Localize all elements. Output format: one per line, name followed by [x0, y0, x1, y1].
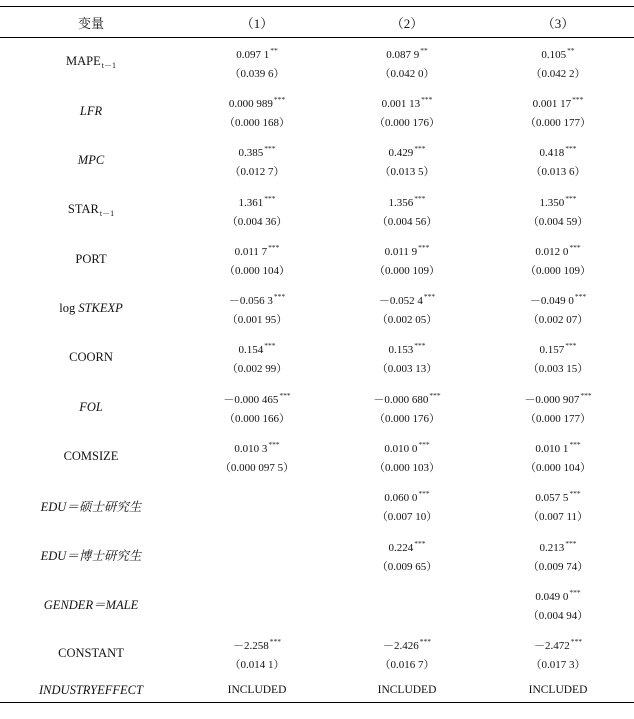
header-col-1: （1）: [182, 7, 332, 38]
cell-col-3: INCLUDED: [482, 678, 634, 702]
coefficient: 0.224***: [388, 538, 426, 554]
standard-error: （0.000 109）: [374, 264, 440, 277]
cell-col-3: [482, 580, 634, 629]
coefficient: [332, 592, 482, 616]
coefficient: 0.418***: [539, 144, 577, 160]
cell-col-3: [482, 481, 634, 530]
cell-col-2: [332, 530, 482, 579]
coefficient: －0.056 3***: [228, 292, 286, 308]
standard-error: （0.039 6）: [229, 67, 285, 80]
significance-stars: ***: [279, 390, 291, 400]
coefficient: 0.105**: [541, 45, 575, 61]
cell-col-2: [332, 235, 482, 284]
variable-subscript: t－1: [99, 208, 115, 218]
cell-col-2: [332, 580, 482, 629]
coefficient: 0.057 5***: [535, 489, 581, 505]
variable-name: STKEXP: [78, 301, 123, 316]
coefficient: 0.012 0***: [535, 242, 581, 258]
significance-stars: ***: [421, 94, 433, 104]
standard-error: （0.002 05）: [376, 314, 438, 327]
table-row: [0, 284, 634, 333]
table-row: [0, 38, 634, 87]
significance-stars: ***: [264, 144, 276, 154]
coefficient: 0.011 9***: [384, 242, 430, 258]
coefficient: －0.049 0***: [529, 292, 587, 308]
coefficient: 0.001 17***: [532, 94, 584, 110]
standard-error: （0.012 7）: [229, 166, 285, 179]
standard-error: （0.000 168）: [224, 116, 290, 129]
standard-error: （0.042 0）: [379, 67, 435, 80]
table-row: [0, 383, 634, 432]
cell-col-1: [182, 284, 332, 333]
cell-col-3: [482, 432, 634, 481]
cell-col-2: [332, 136, 482, 185]
significance-stars: ***: [418, 242, 430, 252]
cell-col-1: [182, 383, 332, 432]
standard-error: （0.002 07）: [527, 314, 589, 327]
coefficient: －2.472***: [534, 637, 582, 653]
coefficient: 0.429***: [388, 144, 426, 160]
coefficient: 0.049 0***: [535, 587, 581, 603]
variable-label: [0, 185, 182, 234]
cell-col-3: [482, 530, 634, 579]
significance-stars: **: [567, 45, 575, 55]
cell-col-1: [182, 235, 332, 284]
standard-error: （0.000 097 5）: [219, 462, 295, 475]
cell-col-2: [332, 87, 482, 136]
coefficient: 0.010 3***: [234, 440, 280, 456]
significance-stars: ***: [264, 341, 276, 351]
standard-error: （0.003 15）: [527, 363, 589, 376]
table-row: [0, 580, 634, 629]
coefficient: 0.001 13***: [381, 94, 433, 110]
significance-stars: ***: [268, 242, 280, 252]
variable-label: EDU＝硕士研究生: [40, 499, 142, 514]
significance-stars: ***: [570, 637, 582, 647]
coefficient: 1.361***: [238, 193, 276, 209]
cell-col-1: [182, 136, 332, 185]
cell-col-2: [332, 629, 482, 678]
standard-error: （0.009 65）: [376, 560, 438, 573]
significance-stars: ***: [269, 637, 281, 647]
variable-prefix: log: [59, 301, 76, 316]
standard-error: （0.007 11）: [527, 511, 589, 524]
variable-label: MPC: [77, 153, 105, 168]
standard-error: （0.007 10）: [376, 511, 438, 524]
cell-col-2: INCLUDED: [332, 678, 482, 702]
cell-col-3: [482, 185, 634, 234]
coefficient: －0.000 907***: [524, 390, 592, 406]
variable-label: INDUSTRYEFFECT: [0, 678, 182, 702]
significance-stars: ***: [569, 489, 581, 499]
cell-col-2: [332, 185, 482, 234]
cell-col-1: [182, 38, 332, 87]
table-row: [0, 136, 634, 185]
variable-label: EDU＝博士研究生: [40, 549, 142, 564]
significance-stars: ***: [268, 440, 280, 450]
coefficient: [182, 494, 332, 518]
significance-stars: ***: [423, 292, 436, 302]
significance-stars: ***: [414, 538, 426, 548]
standard-error: （0.013 6）: [530, 166, 586, 179]
coefficient: 0.060 0***: [384, 489, 430, 505]
table-row: [0, 530, 634, 579]
significance-stars: ***: [419, 637, 431, 647]
coefficient: 0.213***: [539, 538, 577, 554]
variable-label: COMSIZE: [63, 449, 119, 464]
standard-error: （0.009 74）: [527, 560, 589, 573]
header-col-2: （2）: [332, 7, 482, 38]
coefficient: －2.258***: [233, 637, 281, 653]
cell-col-3: [482, 333, 634, 382]
cell-col-1: [182, 333, 332, 382]
coefficient: 0.087 9**: [386, 45, 428, 61]
coefficient: [182, 592, 332, 616]
significance-stars: ***: [572, 94, 584, 104]
coefficient: 0.154***: [238, 341, 276, 357]
header-col-3: （3）: [482, 7, 634, 38]
cell-col-3: [482, 284, 634, 333]
standard-error: （0.000 177）: [525, 116, 591, 129]
standard-error: （0.014 1）: [229, 659, 285, 672]
coefficient: 1.350***: [539, 193, 577, 209]
standard-error: （0.004 36）: [226, 215, 288, 228]
standard-error: （0.000 109）: [525, 264, 591, 277]
variable-label: FOL: [79, 399, 103, 414]
variable-name: STAR: [67, 201, 99, 216]
cell-col-2: [332, 38, 482, 87]
variable-label: COORN: [69, 350, 113, 365]
variable-label: LFR: [79, 103, 103, 118]
cell-col-1: INCLUDED: [182, 678, 332, 702]
significance-stars: ***: [273, 292, 286, 302]
standard-error: （0.002 99）: [226, 363, 288, 376]
coefficient: 0.097 1**: [236, 45, 278, 61]
coefficient: 1.356***: [388, 193, 426, 209]
coefficient: 0.153***: [388, 341, 426, 357]
coefficient: －0.000 680***: [373, 390, 441, 406]
standard-error: （0.042 2）: [530, 67, 586, 80]
variable-name: MAPE: [66, 53, 101, 68]
regression-table: [0, 6, 634, 703]
significance-stars: ***: [418, 440, 430, 450]
cell-col-3: [482, 136, 634, 185]
significance-stars: ***: [565, 193, 577, 203]
cell-col-1: [182, 481, 332, 530]
cell-col-2: [332, 432, 482, 481]
coefficient: －0.052 4***: [378, 292, 436, 308]
significance-stars: ***: [569, 242, 581, 252]
variable-label: GENDER＝MALE: [43, 598, 139, 613]
coefficient: 0.010 0***: [384, 440, 430, 456]
table-row: [0, 678, 634, 702]
significance-stars: ***: [414, 341, 426, 351]
standard-error: （0.013 5）: [379, 166, 435, 179]
cell-col-2: [332, 333, 482, 382]
significance-stars: ***: [273, 94, 286, 104]
header-row: [0, 7, 634, 38]
coefficient: －2.426***: [383, 637, 431, 653]
variable-label: [0, 284, 182, 333]
cell-col-3: [482, 87, 634, 136]
cell-col-2: [332, 284, 482, 333]
standard-error: （0.000 176）: [374, 412, 440, 425]
significance-stars: ***: [565, 341, 577, 351]
significance-stars: **: [270, 45, 278, 55]
standard-error: （0.017 3）: [530, 659, 586, 672]
cell-col-3: [482, 629, 634, 678]
significance-stars: **: [420, 45, 428, 55]
coefficient: 0.011 7***: [234, 242, 280, 258]
variable-label: [0, 38, 182, 87]
cell-col-3: [482, 383, 634, 432]
table-row: [0, 185, 634, 234]
cell-col-1: [182, 530, 332, 579]
standard-error: （0.016 7）: [379, 659, 435, 672]
coefficient: 0.385***: [238, 144, 276, 160]
significance-stars: ***: [569, 587, 581, 597]
significance-stars: ***: [569, 440, 581, 450]
table-row: [0, 87, 634, 136]
table-row: [0, 235, 634, 284]
cell-col-2: [332, 481, 482, 530]
cell-col-1: [182, 185, 332, 234]
coefficient: －0.000 465***: [223, 390, 291, 406]
standard-error: （0.004 59）: [527, 215, 589, 228]
significance-stars: ***: [565, 144, 577, 154]
standard-error: （0.000 104）: [224, 264, 290, 277]
table-row: [0, 629, 634, 678]
coefficient: 0.157***: [539, 341, 577, 357]
table-row: [0, 481, 634, 530]
standard-error: （0.004 56）: [376, 215, 438, 228]
significance-stars: ***: [429, 390, 441, 400]
cell-col-3: [482, 38, 634, 87]
standard-error: （0.000 104）: [525, 462, 591, 475]
standard-error: （0.003 13）: [376, 363, 438, 376]
cell-col-1: [182, 629, 332, 678]
standard-error: （0.004 94）: [527, 609, 589, 622]
cell-col-1: [182, 432, 332, 481]
cell-col-1: [182, 580, 332, 629]
coefficient: [182, 543, 332, 567]
table-row: [0, 432, 634, 481]
standard-error: （0.000 176）: [374, 116, 440, 129]
cell-col-1: [182, 87, 332, 136]
standard-error: （0.000 103）: [374, 462, 440, 475]
significance-stars: ***: [574, 292, 587, 302]
significance-stars: ***: [580, 390, 592, 400]
standard-error: （0.000 166）: [224, 412, 290, 425]
coefficient: 0.010 1***: [535, 440, 581, 456]
significance-stars: ***: [418, 489, 430, 499]
variable-label: PORT: [75, 251, 107, 266]
variable-subscript: t－1: [101, 60, 116, 70]
coefficient: 0.000 989***: [228, 94, 286, 110]
cell-col-3: [482, 235, 634, 284]
significance-stars: ***: [264, 193, 276, 203]
standard-error: （0.001 95）: [226, 314, 288, 327]
significance-stars: ***: [414, 193, 426, 203]
table-row: [0, 333, 634, 382]
significance-stars: ***: [414, 144, 426, 154]
cell-col-2: [332, 383, 482, 432]
variable-label: CONSTANT: [58, 646, 124, 661]
significance-stars: ***: [565, 538, 577, 548]
header-variable: 变量: [0, 7, 182, 38]
standard-error: （0.000 177）: [525, 412, 591, 425]
